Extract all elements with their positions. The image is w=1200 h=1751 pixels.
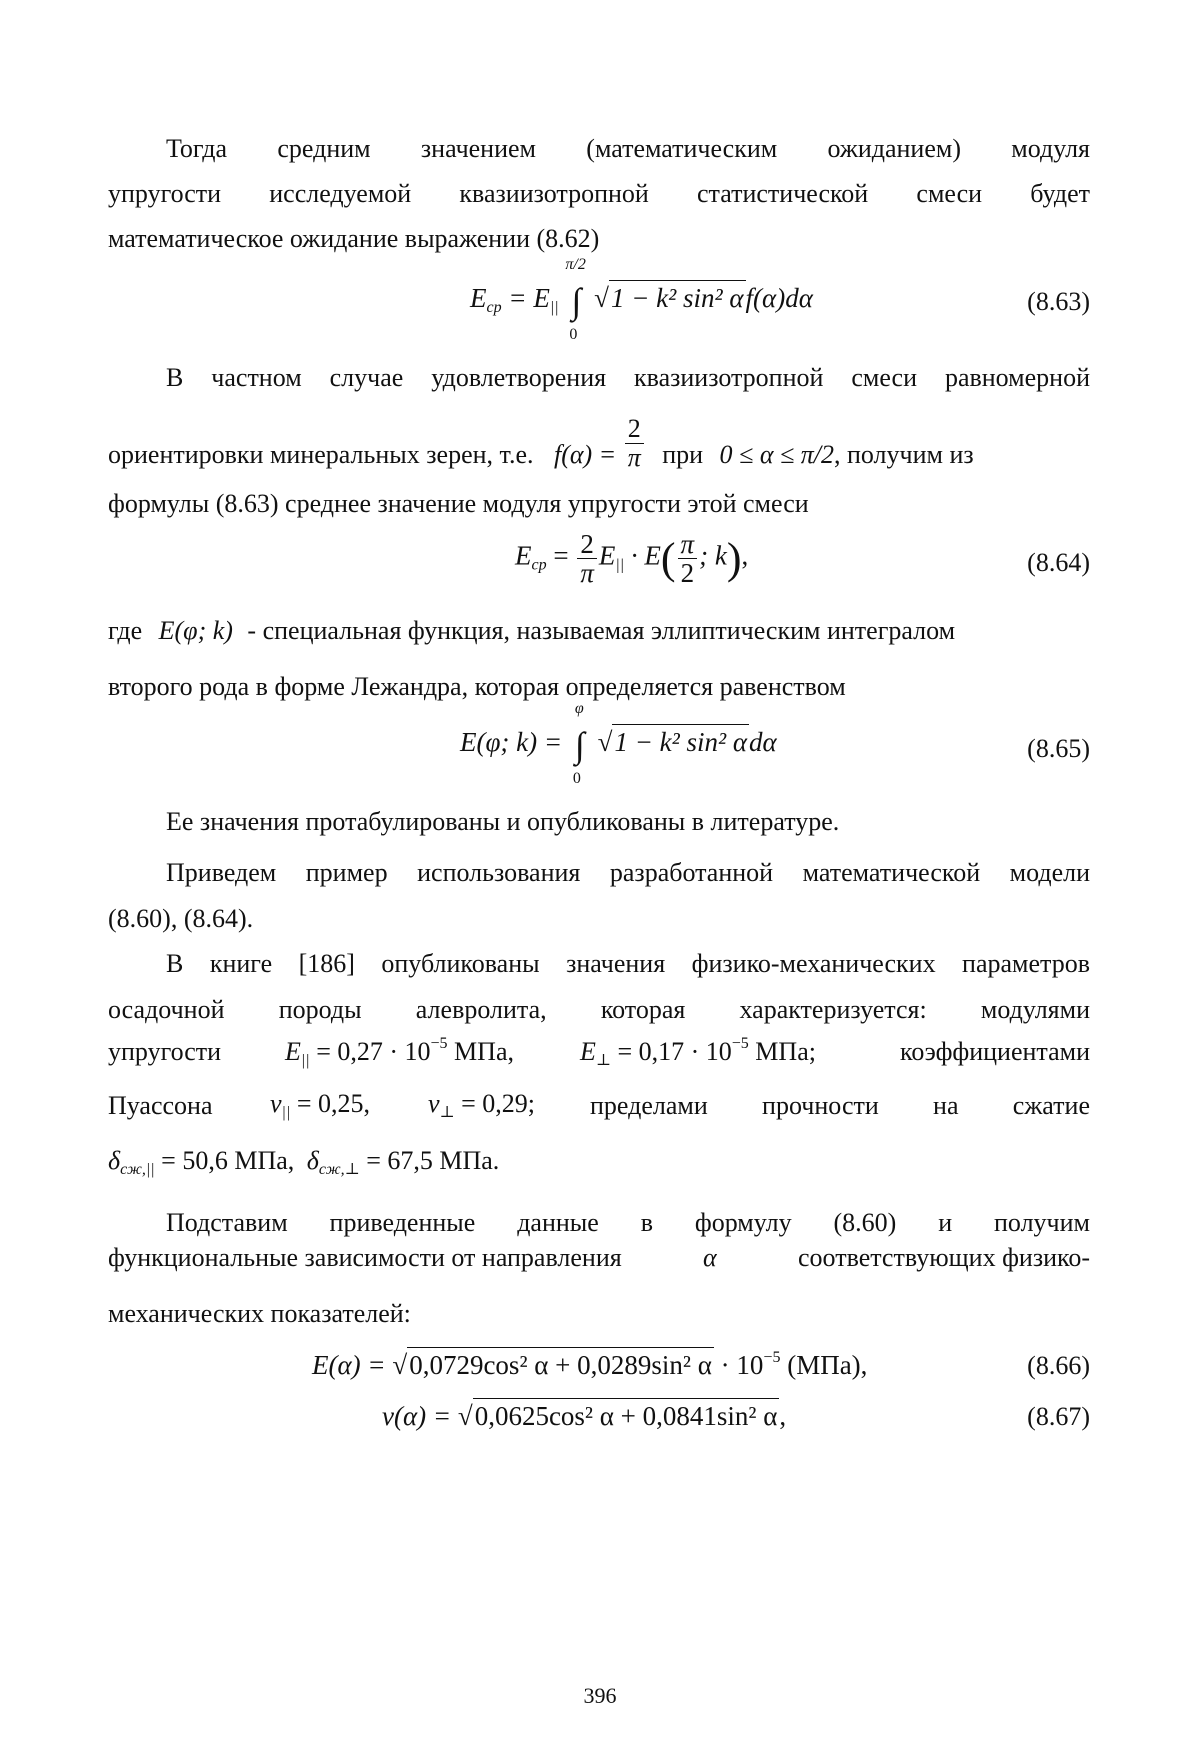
para3-line1b: - специальная функция, называемая эллиптическим интегралом <box>247 616 956 645</box>
eq866-lhs: E(α) = <box>312 1350 393 1380</box>
equation-8-63: $E_{ср} = E_{||}$ π/2 ∫ 0 √1 − k² sin² αf(α)dα <box>470 256 813 343</box>
eq863-lhs-sub: ср <box>486 299 502 317</box>
para2-cond: 0 ≤ α ≤ π/2 <box>719 440 834 469</box>
para6-line2: осадочной породы алевролита, которая характеризуется: модулями <box>108 995 1090 1024</box>
para6-line1: В книге [186] опубликованы значения физико-механических параметров <box>166 949 1090 978</box>
para7-line2a: функциональные зависимости от направления <box>108 1243 622 1272</box>
eq866-exp: −5 <box>763 1349 781 1366</box>
equation-8-64: $E_{ср}$ = $\frac{2}{\pi}$ $E_{||} \cdot E$( $\frac{\pi}{2}$ ; k), <box>515 529 749 588</box>
para3-line1 <box>108 616 955 646</box>
para2-line2a: ориентировки минеральных зерен, т.е. <box>108 440 534 469</box>
eq864-eq: = <box>546 540 576 571</box>
para3-efk: E(φ; k) <box>158 616 233 645</box>
eq864-inner-tail: ; k <box>699 540 727 571</box>
eq864-mid-sub: || <box>615 556 625 574</box>
equation-8-66: E(α) = √0,0729cos² α + 0,0289sin² $\alpha \cdot 10^{-5}$ (МПа), <box>312 1349 868 1380</box>
para2-line2 <box>108 413 1090 472</box>
frac-den: π <box>627 442 641 472</box>
eq864-mid: E <box>598 540 616 571</box>
integral-sign: π/2 ∫ 0 <box>565 256 586 343</box>
para7-line2b: соответствующих физико- <box>798 1243 1090 1272</box>
fraction <box>625 415 644 472</box>
eq864-inner-num: π <box>678 530 698 559</box>
eq867-radicand: 0,0625cos² α + 0,0841sin² α <box>473 1398 780 1431</box>
para1-line1: Тогда средним значением (математическим ожиданием) модуля <box>166 134 1090 163</box>
para2-line2b: при <box>662 440 704 469</box>
eq866-radicand: 0,0729cos² α + 0,0289sin² α <box>407 1347 714 1380</box>
eq864-end: , <box>741 540 749 571</box>
eq863-par-sub: || <box>549 299 559 317</box>
eq863-lim-bot: 0 <box>569 326 578 343</box>
equation-8-65: E(φ; k) = φ ∫ 0 √1 − k² sin² αdα <box>460 700 777 787</box>
equation-8-67: ν(α) = √0,0625cos² α + 0,0841sin² α, <box>382 1398 786 1432</box>
page-number: 396 <box>583 1683 617 1708</box>
para2-line1: В частном случае удовлетворения квазиизотропной смеси равномерной <box>166 363 1090 392</box>
eq864-inner-frac <box>678 530 698 587</box>
para2-fa: f(α) = <box>553 440 617 469</box>
para6-line4-b: пределами прочности на сжатие <box>590 1091 1090 1120</box>
e-perp-value: $E_\perp = 0,17 \cdot 10^{-5}$ МПа; <box>580 1035 816 1069</box>
eq863-radicand: 1 − k² sin² α <box>609 280 746 313</box>
para7-line2 <box>108 1243 1090 1273</box>
eq864-lhs-sub: ср <box>531 556 547 574</box>
eq866-number: (8.66) <box>1027 1351 1090 1380</box>
eq865-lhs: E(φ; k) = <box>460 727 569 758</box>
eq867-lhs: ν(α) = <box>382 1401 458 1431</box>
para2-line2c: , получим из <box>833 440 974 469</box>
para3-line2: второго рода в форме Лежандра, которая определяется равенством <box>108 672 846 701</box>
nu-parallel-value: $\nu_{||} = 0,25$, <box>270 1089 371 1121</box>
eq867-number: (8.67) <box>1027 1402 1090 1431</box>
para7-line3: механических показателей: <box>108 1299 411 1328</box>
para1-line2: упругости исследуемой квазиизотропной статистической смеси будет <box>108 179 1090 208</box>
para6-line3-b: коэффициентами <box>900 1037 1090 1066</box>
frac-num: 2 <box>625 415 644 444</box>
eq867-tail: , <box>779 1401 787 1431</box>
eq863-lhs: E <box>470 283 487 314</box>
eq863-tail: f(α)dα <box>745 283 813 314</box>
para4: Ее значения протабулированы и опубликованы в литературе. <box>166 807 840 836</box>
para3-line1a: где <box>108 616 143 645</box>
e-parallel-value: $E_{||} = 0,27 \cdot 10^{-5}$ МПа, <box>285 1035 514 1069</box>
eq863-eq: = E <box>501 283 550 314</box>
delta-parallel: δ <box>108 1146 121 1175</box>
para7-alpha: α <box>703 1243 717 1272</box>
eq866-tail: · 10 <box>713 1350 764 1380</box>
eq863-lim-top: π/2 <box>565 256 586 273</box>
para6-line3-a: упругости <box>108 1037 222 1066</box>
delta-perp: δ <box>306 1146 319 1175</box>
integral-sign-2: φ ∫ 0 <box>572 700 585 787</box>
eq864-dot: · E <box>624 540 661 571</box>
nu-perp-value: $\nu_\perp = 0,29$; <box>428 1089 535 1121</box>
eq866-unit: (МПа), <box>780 1350 868 1380</box>
eq864-inner-den: 2 <box>680 558 695 588</box>
eq864-lhs: E <box>515 540 532 571</box>
eq864-den: π <box>580 558 594 588</box>
para6-line5: $\delta_{сж,||} = 50,6$ МПа, $\delta_{сж,\perp} = 67,5$ МПа. <box>108 1146 500 1178</box>
eq865-tail: dα <box>749 727 777 758</box>
para5-line1: Приведем пример использования разработанной математической модели <box>166 858 1090 887</box>
para7-line1: Подставим приведенные данные в формулу (8.60) и получим <box>166 1208 1090 1237</box>
para1-line3: математическое ожидание выражении (8.62) <box>108 224 600 253</box>
para5-line2: (8.60), (8.64). <box>108 904 254 933</box>
eq864-number: (8.64) <box>1027 548 1090 577</box>
para6-line4-a: Пуассона <box>108 1091 213 1120</box>
eq865-lim-top: φ <box>574 700 584 717</box>
eq865-lim-bot: 0 <box>572 770 581 787</box>
eq865-radicand: 1 − k² sin² α <box>612 724 749 757</box>
eq865-number: (8.65) <box>1027 734 1090 763</box>
para2-line3: формулы (8.63) среднее значение модуля упругости этой смеси <box>108 489 809 518</box>
eq863-number: (8.63) <box>1027 287 1090 316</box>
eq864-frac <box>577 530 597 587</box>
eq864-num: 2 <box>577 530 597 559</box>
